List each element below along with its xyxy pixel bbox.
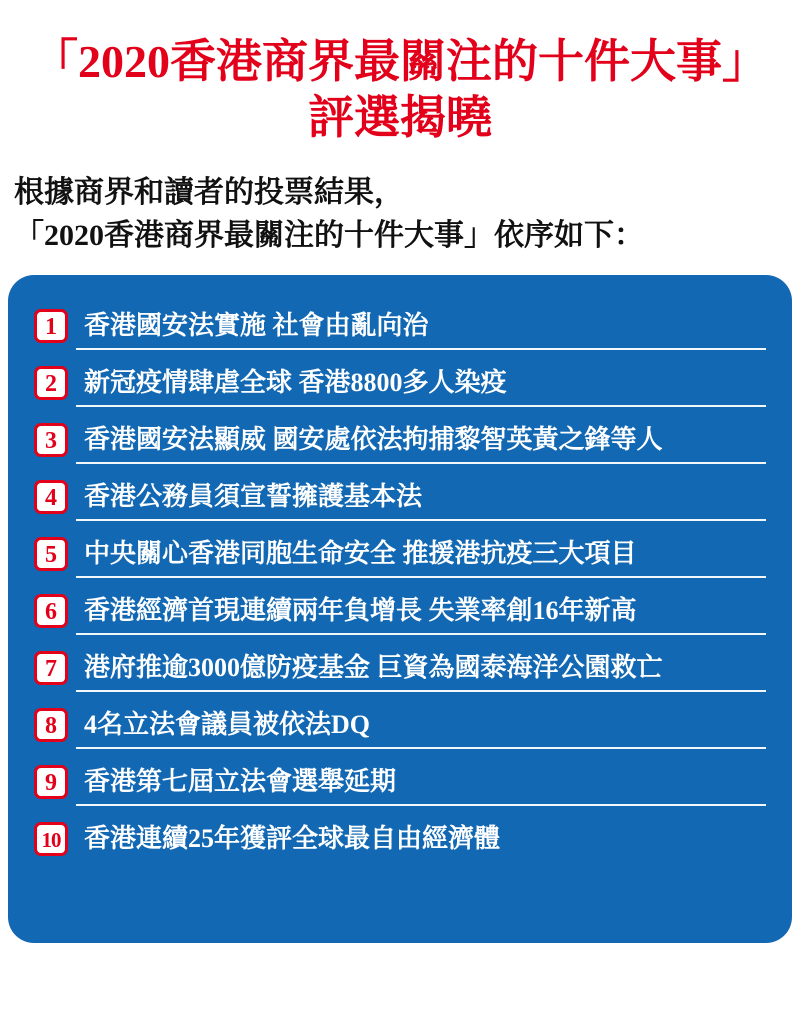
- list-item: [24, 639, 776, 696]
- item-divider: [76, 576, 766, 578]
- intro-line-2: 「2020香港商界最關注的十件大事」依序如下：: [14, 218, 644, 252]
- list-item-label: 香港國安法顯威 國安處依法拘捕黎智英黃之鋒等人: [84, 424, 663, 454]
- list-item: [24, 582, 776, 639]
- list-item: [24, 411, 776, 468]
- rank-badge: 10: [34, 822, 68, 856]
- rank-badge: 6: [34, 594, 68, 628]
- rank-badge: 3: [34, 423, 68, 457]
- list-item-label: 港府推逾3000億防疫基金 巨資為國泰海洋公園救亡: [84, 652, 663, 682]
- rank-badge: 4: [34, 480, 68, 514]
- rank-badge: 1: [34, 309, 68, 343]
- title-line-2: 評選揭曉: [308, 92, 492, 144]
- rank-badge: 5: [34, 537, 68, 571]
- list-item-label: 中央關心香港同胞生命安全 推援港抗疫三大項目: [84, 538, 637, 568]
- item-divider: [76, 405, 766, 407]
- list-item-label: 香港國安法實施 社會由亂向治: [84, 310, 429, 340]
- list-item-label: 4名立法會議員被依法DQ: [84, 709, 371, 739]
- item-divider: [76, 804, 766, 806]
- list-item: [24, 354, 776, 411]
- list-item: [24, 696, 776, 753]
- item-divider: [76, 519, 766, 521]
- item-divider: [76, 462, 766, 464]
- ranked-list-panel: [8, 275, 792, 943]
- item-divider: [76, 747, 766, 749]
- item-divider: [76, 690, 766, 692]
- list-item-label: 香港經濟首現連續兩年負增長 失業率創16年新高: [84, 595, 637, 625]
- list-item: [24, 525, 776, 582]
- intro-line-1: 根據商界和讀者的投票結果，: [14, 176, 404, 210]
- item-divider: [76, 633, 766, 635]
- list-item-label: 香港連續25年獲評全球最自由經濟體: [84, 823, 501, 853]
- intro-paragraph: [0, 172, 800, 257]
- rank-badge: 2: [34, 366, 68, 400]
- list-item-label: 新冠疫情肆虐全球 香港8800多人染疫: [84, 367, 507, 397]
- rank-badge: 7: [34, 651, 68, 685]
- list-item: [24, 753, 776, 810]
- poster-title: [0, 0, 800, 146]
- list-item: [24, 810, 776, 867]
- rank-badge: 9: [34, 765, 68, 799]
- rank-badge: 8: [34, 708, 68, 742]
- list-item-label: 香港公務員須宣誓擁護基本法: [84, 481, 423, 511]
- item-divider: [76, 348, 766, 350]
- list-item: [24, 468, 776, 525]
- list-item: [24, 297, 776, 354]
- list-item-label: 香港第七屆立法會選舉延期: [84, 766, 397, 796]
- title-line-1: 「2020香港商界最關注的十件大事」: [32, 36, 768, 87]
